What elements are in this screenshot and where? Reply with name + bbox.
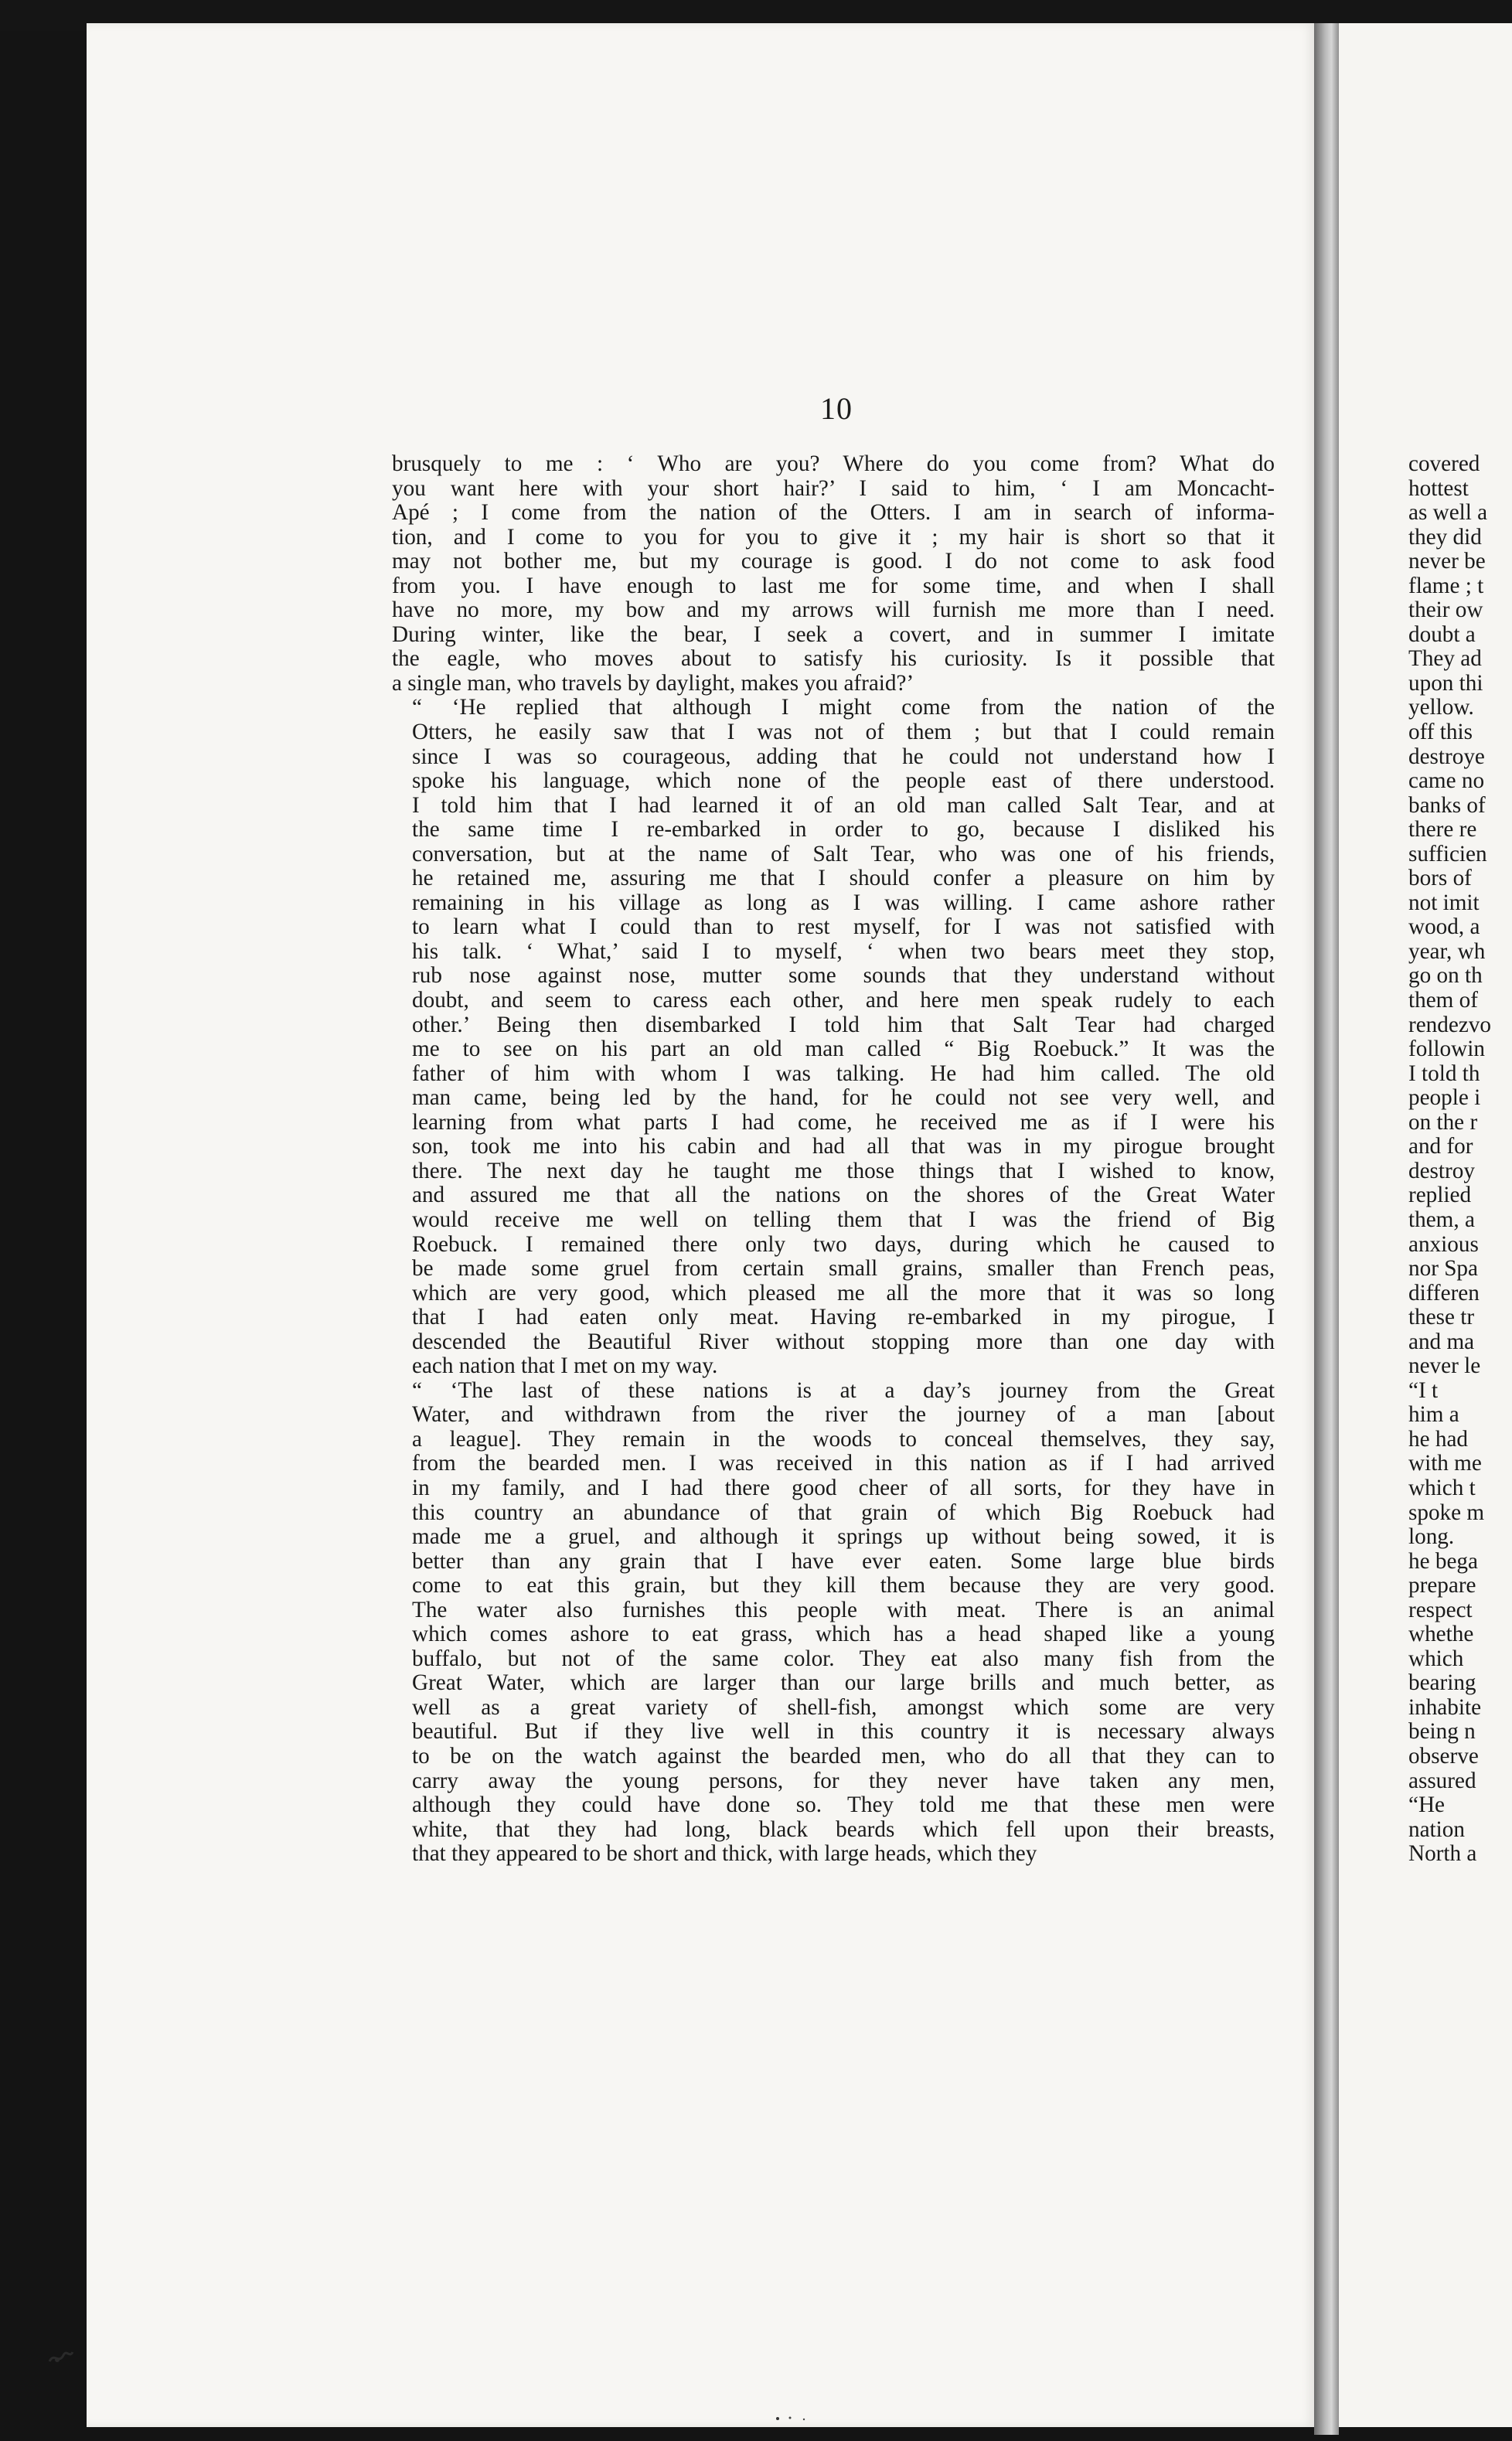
page-body-text bbox=[392, 452, 1275, 1867]
text-line: buffalo, but not of the same color. They eat also many fish from the bbox=[412, 1646, 1275, 1671]
facing-page-line: him a bbox=[1408, 1402, 1459, 1428]
text-line: from the bearded men. I was received in this nation as if I had arrived bbox=[412, 1451, 1275, 1476]
facing-page-line: bearing bbox=[1408, 1670, 1476, 1696]
facing-page-line: wood, a bbox=[1408, 914, 1480, 940]
text-line: to learn what I could than to rest myself, for I was not satisfied with bbox=[412, 914, 1275, 940]
paragraph bbox=[392, 452, 1275, 696]
facing-page-line: spoke m bbox=[1408, 1500, 1485, 1525]
facing-page-line: replied bbox=[1408, 1183, 1472, 1208]
text-line: which comes ashore to eat grass, which has a head shaped like a young bbox=[412, 1622, 1275, 1647]
text-line: remaining in his village as long as I was willing. I came ashore rather bbox=[412, 890, 1275, 915]
text-line: I told him that I had learned it of an old man called Salt Tear, and at bbox=[412, 792, 1275, 818]
facing-page-line: assured bbox=[1408, 1768, 1476, 1793]
facing-page-line: go on th bbox=[1408, 963, 1483, 989]
facing-page-line: nation bbox=[1408, 1816, 1465, 1842]
text-line: made me a gruel, and although it springs up without being sowed, it is bbox=[412, 1524, 1275, 1550]
facing-page-line: followin bbox=[1408, 1037, 1485, 1062]
facing-page-line: destroy bbox=[1408, 1158, 1475, 1183]
text-line: although they could have done so. They told me that these men were bbox=[412, 1792, 1275, 1818]
facing-page-line: anxious bbox=[1408, 1231, 1479, 1257]
facing-page-line: I told th bbox=[1408, 1060, 1480, 1086]
facing-page-line: inhabite bbox=[1408, 1694, 1482, 1720]
text-line: in my family, and I had there good cheer of all sorts, for they have in bbox=[412, 1475, 1275, 1500]
text-line: Great Water, which are larger than our large brills and much better, as bbox=[412, 1670, 1275, 1696]
facing-page-line: not imit bbox=[1408, 890, 1480, 915]
facing-page-line: people i bbox=[1408, 1085, 1481, 1111]
ink-blot bbox=[46, 2338, 77, 2369]
text-line: have no more, my bow and my arrows will furnish me more than I need. bbox=[392, 597, 1275, 623]
facing-page-line: “He bbox=[1408, 1792, 1445, 1818]
facing-page-line: doubt a bbox=[1408, 621, 1476, 647]
facing-page-line: observe bbox=[1408, 1743, 1479, 1769]
facing-page-line: and for bbox=[1408, 1134, 1473, 1159]
facing-page-line: with me bbox=[1408, 1451, 1482, 1476]
text-line: Apé ; I come from the nation of the Otters. I am in search of informa- bbox=[392, 500, 1275, 526]
text-line: since I was so courageous, adding that he could not understand how I bbox=[412, 744, 1275, 769]
text-line: which are very good, which pleased me all the more that it was so long bbox=[412, 1280, 1275, 1306]
text-line: well as a great variety of shell-fish, amongst which some are very bbox=[412, 1694, 1275, 1720]
text-line: would receive me well on telling them that I was the friend of Big bbox=[412, 1207, 1275, 1232]
book-gutter bbox=[1314, 23, 1339, 2435]
text-line: may not bother me, but my courage is good. I do not come to ask food bbox=[392, 549, 1275, 574]
facing-page-line: year, wh bbox=[1408, 938, 1486, 964]
paragraph bbox=[392, 696, 1275, 1378]
facing-page-line: prepare bbox=[1408, 1573, 1476, 1598]
text-line: “ ‘He replied that although I might come from the nation of the bbox=[412, 695, 1275, 720]
facing-page-line: which bbox=[1408, 1646, 1464, 1671]
text-line: come to eat this grain, but they kill them because they are very good. bbox=[412, 1573, 1275, 1598]
facing-page-line: there re bbox=[1408, 817, 1477, 843]
text-line: During winter, like the bear, I seek a covert, and in summer I imitate bbox=[392, 621, 1275, 647]
paper-specks bbox=[773, 2415, 819, 2422]
text-line: from you. I have enough to last me for some time, and when I shall bbox=[392, 573, 1275, 598]
facing-page-line: destroye bbox=[1408, 744, 1485, 769]
text-line: each nation that I met on my way. bbox=[412, 1353, 718, 1379]
facing-page-line: them, a bbox=[1408, 1207, 1475, 1232]
text-line: learning from what parts I had come, he received me as if I were his bbox=[412, 1109, 1275, 1135]
text-line: carry away the young persons, for they never have taken any men, bbox=[412, 1768, 1275, 1793]
text-line: be made some gruel from certain small grains, smaller than French peas, bbox=[412, 1256, 1275, 1282]
facing-page-line: North a bbox=[1408, 1841, 1477, 1867]
text-line: son, took me into his cabin and had all that was in my pirogue brought bbox=[412, 1134, 1275, 1159]
facing-page-line: upon thi bbox=[1408, 670, 1483, 696]
text-line: and assured me that all the nations on the shores of the Great Water bbox=[412, 1183, 1275, 1208]
text-line: white, that they had long, black beards which fell upon their breasts, bbox=[412, 1816, 1275, 1842]
facing-page-line: long. bbox=[1408, 1524, 1455, 1550]
facing-page-line: banks of bbox=[1408, 792, 1486, 818]
facing-page-line: “I t bbox=[1408, 1377, 1439, 1403]
facing-page-line: sufficien bbox=[1408, 841, 1487, 866]
facing-page-line: them of bbox=[1408, 988, 1478, 1013]
text-line: father of him with whom I was talking. He had him called. The old bbox=[412, 1060, 1275, 1086]
facing-page-line: they did bbox=[1408, 524, 1482, 550]
text-line: that they appeared to be short and thick, with large heads, which they bbox=[412, 1841, 1037, 1867]
facing-page-line: covered bbox=[1408, 451, 1480, 476]
text-line: descended the Beautiful River without stopping more than one day with bbox=[412, 1329, 1275, 1354]
facing-page-text bbox=[1408, 452, 1512, 1867]
text-line: The water also furnishes this people with meat. There is an animal bbox=[412, 1597, 1275, 1622]
text-line: Otters, he easily saw that I was not of them ; but that I could remain bbox=[412, 720, 1275, 745]
text-line: a league]. They remain in the woods to conceal themselves, they say, bbox=[412, 1426, 1275, 1452]
facing-page-line: rendezvo bbox=[1408, 1012, 1491, 1037]
facing-page-line: differen bbox=[1408, 1280, 1480, 1306]
text-line: he retained me, assuring me that I should confer a pleasure on him by bbox=[412, 866, 1275, 891]
facing-page-line: flame ; t bbox=[1408, 573, 1484, 598]
text-line: that I had eaten only meat. Having re-embarked in my pirogue, I bbox=[412, 1305, 1275, 1330]
facing-page-line: and ma bbox=[1408, 1329, 1475, 1354]
facing-page-line: being n bbox=[1408, 1719, 1476, 1745]
text-line: beautiful. But if they live well in this country it is necessary always bbox=[412, 1719, 1275, 1745]
facing-page-line: off this bbox=[1408, 720, 1473, 745]
facing-page-line: They ad bbox=[1408, 646, 1482, 672]
text-line: better than any grain that I have ever eaten. Some large blue birds bbox=[412, 1548, 1275, 1574]
facing-page-line: bors of bbox=[1408, 866, 1472, 891]
text-line: Roebuck. I remained there only two days, during which he caused to bbox=[412, 1231, 1275, 1257]
facing-page-line: on the r bbox=[1408, 1109, 1478, 1135]
text-line: his talk. ‘ What,’ said I to myself, ‘ when two bears meet they stop, bbox=[412, 938, 1275, 964]
facing-page-line: their ow bbox=[1408, 597, 1483, 623]
text-line: doubt, and seem to caress each other, and here men speak rudely to each bbox=[412, 988, 1275, 1013]
facing-page-line: these tr bbox=[1408, 1305, 1475, 1330]
text-line: man came, being led by the hand, for he could not see very well, and bbox=[412, 1085, 1275, 1111]
facing-page-line: he bega bbox=[1408, 1548, 1478, 1574]
facing-page-line: hottest bbox=[1408, 475, 1469, 501]
text-line: the eagle, who moves about to satisfy his curiosity. Is it possible that bbox=[392, 646, 1275, 672]
facing-page-line: yellow. bbox=[1408, 695, 1474, 720]
text-line: other.’ Being then disembarked I told him that Salt Tear had charged bbox=[412, 1012, 1275, 1037]
text-line: Water, and withdrawn from the river the journey of a man [about bbox=[412, 1402, 1275, 1428]
facing-page-line: he had bbox=[1408, 1426, 1468, 1452]
facing-page-line: never be bbox=[1408, 549, 1486, 574]
text-line: rub nose against nose, mutter some sounds that they understand without bbox=[412, 963, 1275, 989]
paragraph bbox=[392, 1379, 1275, 1867]
text-line: this country an abundance of that grain of which Big Roebuck had bbox=[412, 1500, 1275, 1525]
text-line: the same time I re-embarked in order to go, because I disliked his bbox=[412, 817, 1275, 843]
page-number: 10 bbox=[820, 391, 853, 426]
text-line: “ ‘The last of these nations is at a day’s journey from the Great bbox=[412, 1377, 1275, 1403]
facing-page-line: never le bbox=[1408, 1353, 1481, 1379]
text-line: you want here with your short hair?’ I said to him, ‘ I am Moncacht- bbox=[392, 475, 1275, 501]
text-line: a single man, who travels by daylight, makes you afraid?’ bbox=[392, 670, 914, 696]
facing-page-line: came no bbox=[1408, 768, 1485, 794]
facing-page-line: as well a bbox=[1408, 500, 1488, 526]
text-line: spoke his language, which none of the people east of there understood. bbox=[412, 768, 1275, 794]
facing-page-line: whethe bbox=[1408, 1622, 1474, 1647]
text-line: there. The next day he taught me those things that I wished to know, bbox=[412, 1158, 1275, 1183]
text-line: conversation, but at the name of Salt Tear, who was one of his friends, bbox=[412, 841, 1275, 866]
text-line: brusquely to me : ‘ Who are you? Where do you come from? What do bbox=[392, 451, 1275, 476]
facing-page-line: nor Spa bbox=[1408, 1256, 1478, 1282]
text-line: tion, and I come to you for you to give it ; my hair is short so that it bbox=[392, 524, 1275, 550]
facing-page-line: respect bbox=[1408, 1597, 1473, 1622]
text-line: me to see on his part an old man called “ Big Roebuck.” It was the bbox=[412, 1037, 1275, 1062]
facing-page-line: which t bbox=[1408, 1475, 1476, 1500]
text-line: to be on the watch against the bearded men, who do all that they can to bbox=[412, 1743, 1275, 1769]
